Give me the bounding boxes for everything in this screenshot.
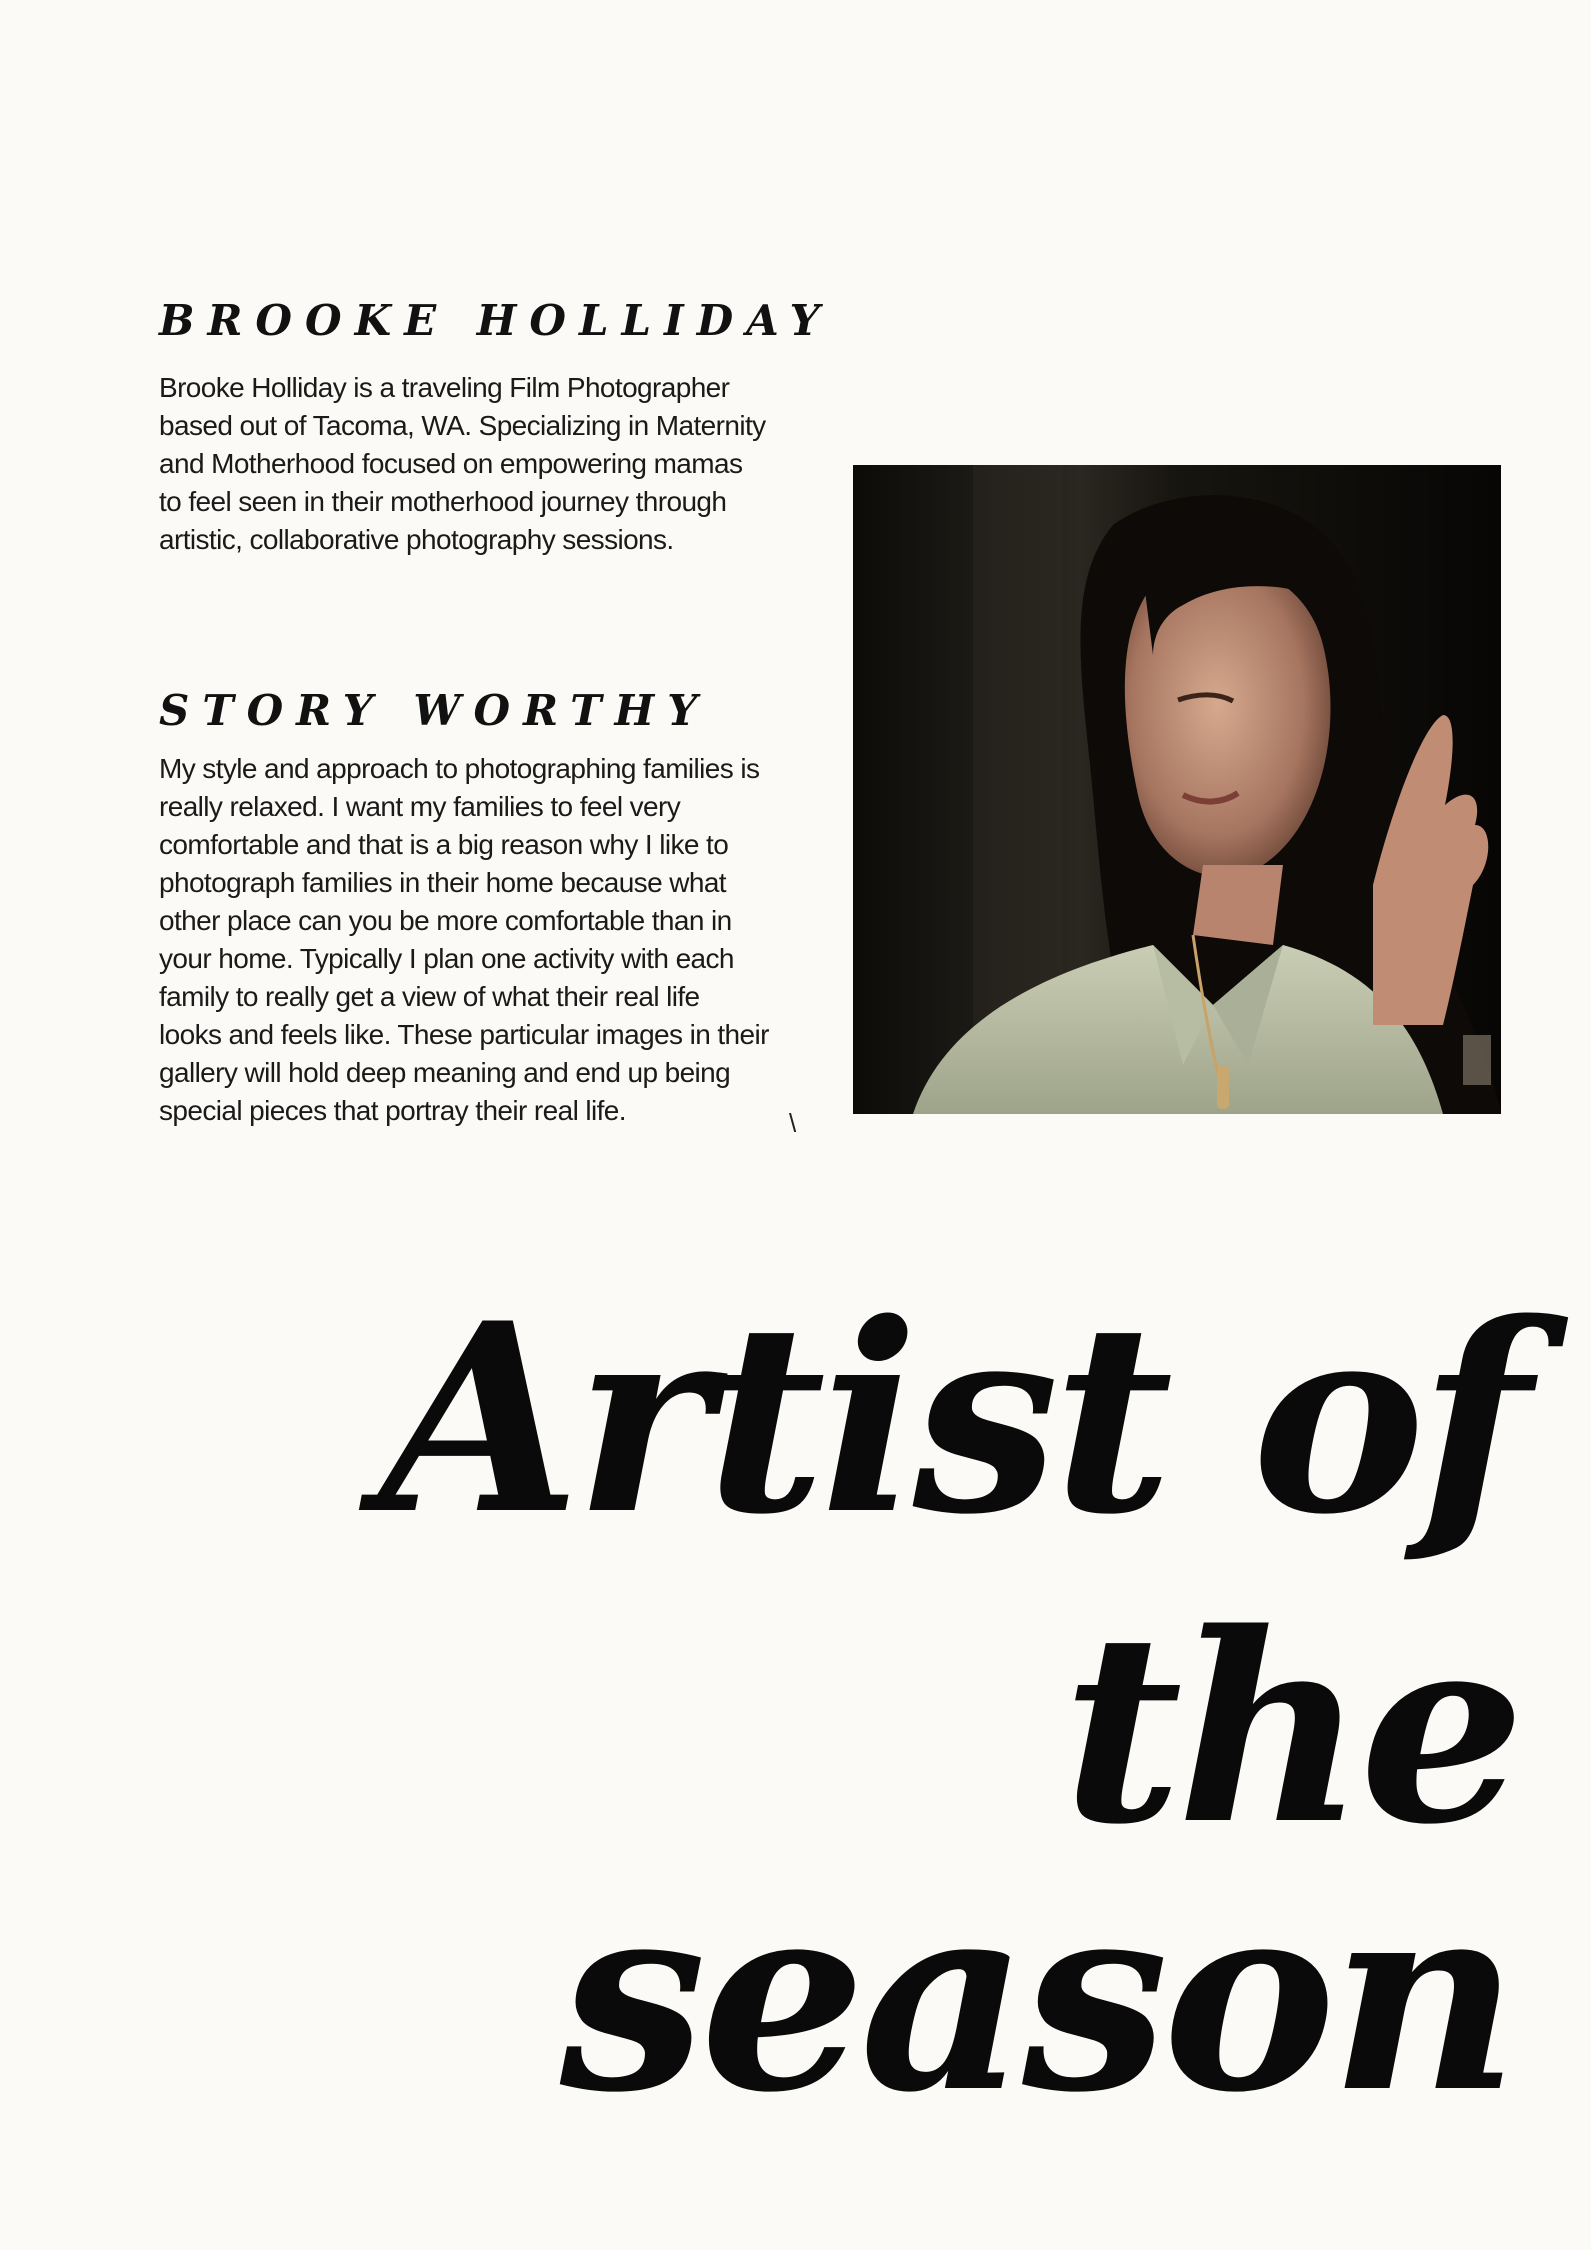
story-worthy-heading: STORY WORTHY (159, 686, 711, 735)
title-line-the: the (1062, 1577, 1519, 1882)
stray-backslash-mark: \ (789, 1108, 797, 1138)
portrait-illustration (853, 465, 1501, 1114)
title-line-artist-of: Artist of (379, 1267, 1525, 1572)
title-line-season: season (559, 1845, 1513, 2150)
artist-portrait-photo (853, 465, 1501, 1114)
artist-name-heading: BROOKE HOLLIDAY (159, 296, 833, 345)
story-body-text: My style and approach to photographing families is really relaxed. I want my families to feel very comfortable and that is a big reason why I like to photograph families in their home because what other place can you be more comfortable than in your home. Typically I plan one activity with each family to really get a view of what their real life looks and feels like. These particular images in their gallery will hold deep meaning and end up being special pieces that portray their real life. (159, 753, 769, 1126)
artist-bio-text: Brooke Holliday is a traveling Film Photographer based out of Tacoma, WA. Specializing in Maternity and Motherhood focused on empowering mamas to feel seen in their motherhood journey through artistic, collaborative photography sessions. (159, 372, 766, 555)
